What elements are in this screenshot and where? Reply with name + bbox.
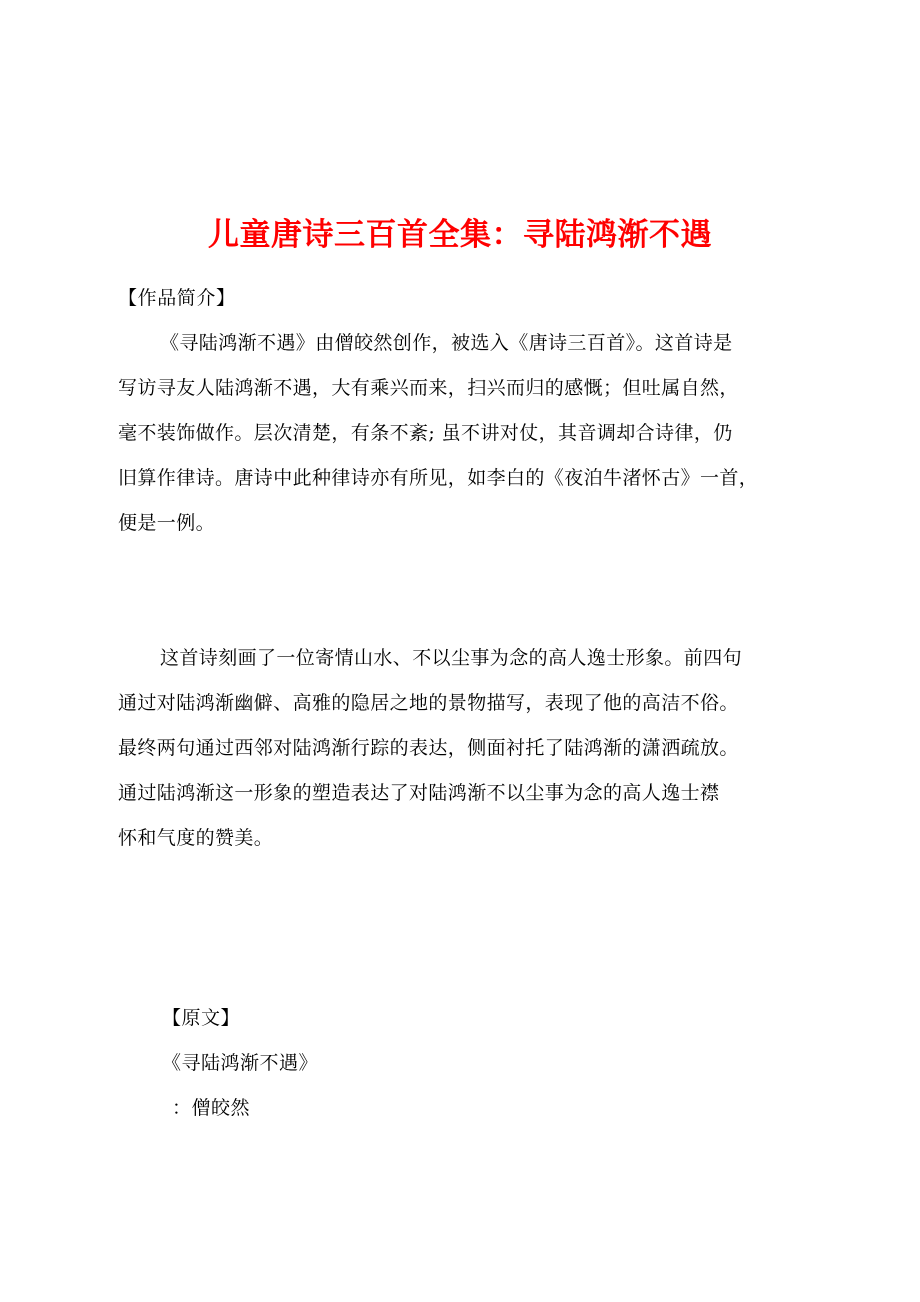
article-body — [118, 276, 808, 861]
section-heading-intro: 【作品简介】 — [118, 287, 236, 309]
paragraph-line: 《寻陆鸿渐不遇》由僧皎然创作，被选入《唐诗三百首》。这首诗是 — [160, 332, 733, 354]
paragraph-line: 通过陆鸿渐这一形象的塑造表达了对陆鸿渐不以尘事为念的高人逸士襟 — [118, 782, 720, 804]
paragraph-line: 这首诗刻画了一位寄情山水、不以尘事为念的高人逸士形象。前四句 — [160, 647, 743, 669]
paragraph-line: 最终两句通过西邻对陆鸿渐行踪的表达，侧面衬托了陆鸿渐的潇洒疏放。 — [118, 737, 739, 759]
paragraph-line: 旧算作律诗。唐诗中此种律诗亦有所见，如李白的《夜泊牛渚怀古》一首， — [118, 467, 759, 489]
paragraph-line: 通过对陆鸿渐幽僻、高雅的隐居之地的景物描写，表现了他的高洁不俗。 — [118, 692, 739, 714]
original-poem-section — [118, 996, 808, 1131]
paragraph-intro-2 — [118, 636, 808, 861]
paragraph-line: 怀和气度的赞美。 — [118, 827, 274, 849]
paragraph-intro-1 — [118, 321, 808, 546]
paragraph-line: 毫不装饰做作。层次清楚，有条不紊; 虽不讲对仗，其音调却合诗律，仍 — [118, 422, 733, 444]
poem-title: 《寻陆鸿渐不遇》 — [162, 1052, 319, 1074]
paragraph-line: 写访寻友人陆鸿渐不遇，大有乘兴而来，扫兴而归的感慨；但吐属自然， — [118, 377, 739, 399]
paragraph-line: 便是一例。 — [118, 512, 216, 534]
section-heading-original: 【原文】 — [162, 1007, 241, 1029]
page-title: 儿童唐诗三百首全集：寻陆鸿渐不遇 — [208, 216, 712, 253]
paragraph-gap — [118, 546, 808, 636]
poem-author: ：僧皎然 — [172, 1097, 251, 1119]
